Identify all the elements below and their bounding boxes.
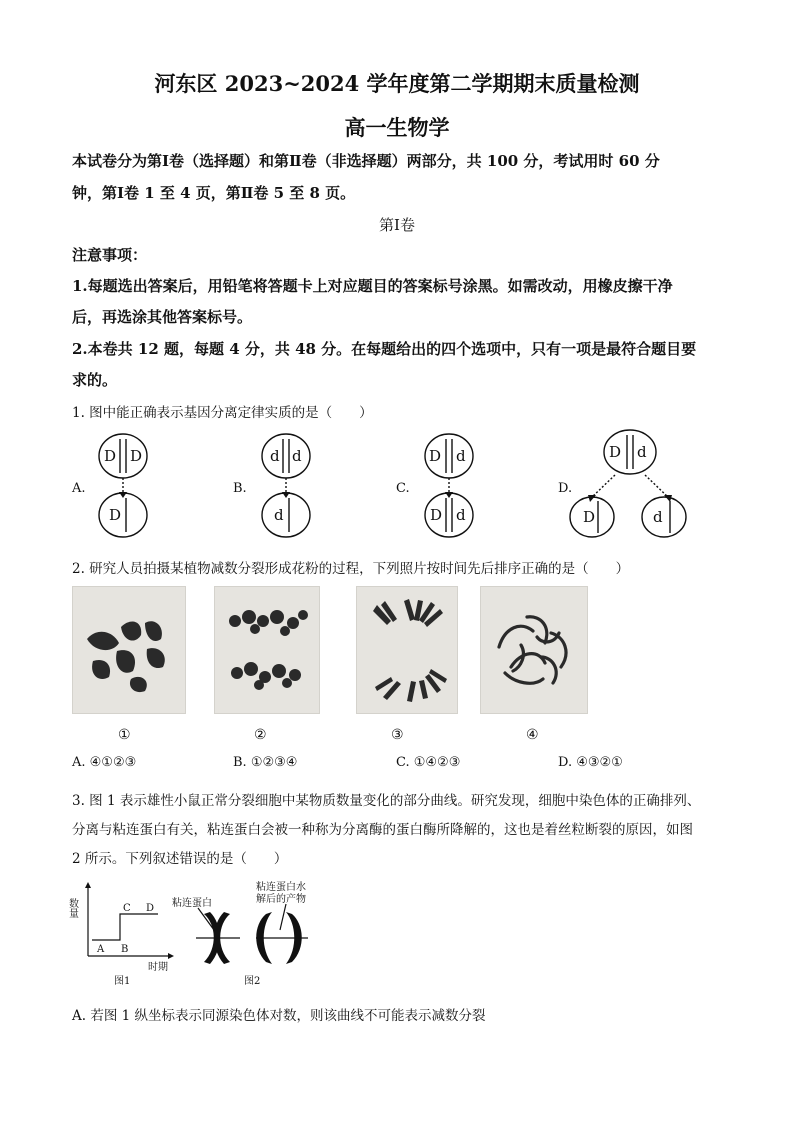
q2-photo-label-4: ④: [526, 727, 539, 743]
notice-heading: 注意事项：: [72, 246, 148, 264]
fig1-caption: 图1: [114, 976, 131, 987]
q3-figures: [68, 878, 348, 993]
q2-option-a[interactable]: A. ④①②③: [72, 755, 137, 770]
q1-b-allele-3: d: [274, 506, 284, 524]
exam-title: 河东区 2023~2024 学年度第二学期期末质量检测: [154, 71, 640, 96]
q1-d-allele-4: d: [653, 508, 663, 526]
fig1-curve: [92, 914, 158, 940]
q2-option-d[interactable]: D. ④③②①: [558, 755, 623, 770]
fig2-label-left: 粘连蛋白: [172, 898, 212, 909]
fig2-label-right-1: 粘连蛋白水: [256, 882, 306, 893]
q1-c-allele-4: d: [456, 506, 466, 524]
q1-d-allele-2: d: [637, 443, 647, 461]
q1-a-allele-2: D: [130, 447, 143, 465]
q1-c-allele-3: D: [430, 506, 443, 524]
fig1-point-c: C: [123, 903, 131, 914]
q2-photo-4: [480, 586, 588, 714]
q1-option-c[interactable]: C.: [396, 481, 410, 496]
q1-a-allele-1: D: [104, 447, 117, 465]
fig2-caption: 图2: [244, 976, 261, 987]
notice-item-1-line-1: 1.每题选出答案后，用铅笔将答题卡上对应题目的答案标号涂黑。如需改动，用橡皮擦干净: [72, 277, 673, 295]
q1-option-b[interactable]: B.: [233, 481, 247, 496]
q1-c-allele-1: D: [429, 447, 442, 465]
section-heading: 第Ⅰ卷: [379, 216, 415, 234]
notice-item-1-line-2: 后，再选涂其他答案标号。: [72, 308, 253, 326]
q2-option-b[interactable]: B. ①②③④: [233, 755, 298, 770]
q2-photo-label-3: ③: [391, 727, 404, 743]
q1-d-allele-1: D: [609, 443, 622, 461]
fig1-point-d: D: [146, 903, 155, 914]
fig1-ylabel: 数量: [66, 898, 78, 918]
q3-stem-line-3: 2 所示。下列叙述错误的是（ ）: [72, 851, 288, 867]
q3-stem-line-2: 分离与粘连蛋白有关，粘连蛋白会被一种称为分离酶的蛋白酶所降解的，这也是着丝粒断裂的原因，如图: [72, 822, 693, 838]
q1-b-daughter-cell: [262, 493, 310, 537]
subject-title: 高一生物学: [344, 115, 450, 140]
q1-d-allele-3: D: [583, 508, 596, 526]
fig2-label-right-2: 解后的产物: [256, 894, 306, 905]
q3-option-a[interactable]: A. 若图 1 纵坐标表示同源染色体对数，则该曲线不可能表示减数分裂: [72, 1008, 486, 1024]
q1-a-daughter-cell: [99, 493, 147, 537]
intro-line-1: 本试卷分为第Ⅰ卷（选择题）和第Ⅱ卷（非选择题）两部分，共 100 分，考试用时 60 分: [72, 152, 660, 170]
q2-photo-3: [356, 586, 458, 714]
q2-photo-1: [72, 586, 186, 714]
q1-option-a[interactable]: A.: [72, 481, 86, 496]
notice-item-2-line-1: 2.本卷共 12 题，每题 4 分，共 48 分。在每题给出的四个选项中，只有一项是最符合题目要: [72, 340, 697, 358]
intro-line-2: 钟，第Ⅰ卷 1 至 4 页，第Ⅱ卷 5 至 8 页。: [72, 184, 356, 202]
q2-photo-label-1: ①: [118, 727, 131, 743]
q1-b-allele-2: d: [292, 447, 302, 465]
fig1-xlabel: 时期: [148, 962, 168, 973]
q1-b-allele-1: d: [270, 447, 280, 465]
q3-stem-line-1: 3. 图 1 表示雄性小鼠正常分裂细胞中某物质数量变化的部分曲线。研究发现，细胞中染色体的正确排列、: [72, 793, 701, 809]
q1-a-allele-3: D: [109, 506, 122, 524]
q2-stem: 2. 研究人员拍摄某植物减数分裂形成花粉的过程，下列照片按时间先后排序正确的是（ ）: [72, 561, 630, 577]
q1-stem: 1. 图中能正确表示基因分离定律实质的是（ ）: [72, 405, 373, 421]
q2-photo-2: [214, 586, 320, 714]
notice-item-2-line-2: 求的。: [72, 371, 118, 389]
q1-c-allele-2: d: [456, 447, 466, 465]
q1-option-d[interactable]: D.: [558, 481, 573, 496]
q2-option-c[interactable]: C. ①④②③: [396, 755, 461, 770]
q2-photo-label-2: ②: [254, 727, 267, 743]
fig1-point-a: A: [97, 944, 105, 955]
fig1-point-b: B: [121, 944, 129, 955]
q1-d-daughter-cell-right: [642, 497, 686, 537]
